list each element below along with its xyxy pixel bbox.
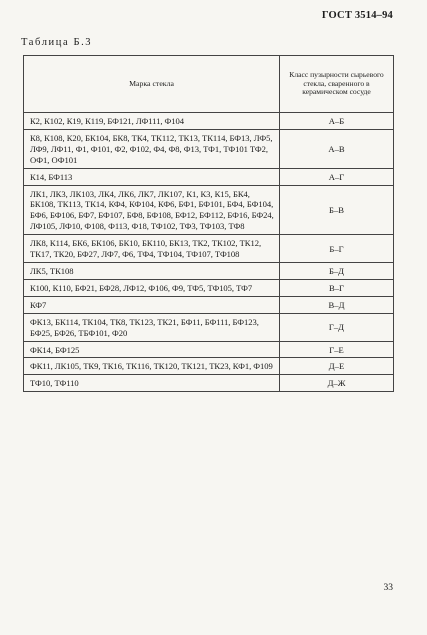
bubble-class-cell: В–Г bbox=[280, 279, 394, 296]
table-row bbox=[24, 185, 394, 235]
glass-grade-cell: ТФ10, ТФ110 bbox=[24, 375, 280, 392]
table-row bbox=[24, 296, 394, 313]
glass-grade-cell: ФК13, БК114, ТК104, ТК8, ТК123, ТК21, БФ11, БФ111, БФ123, БФ25, БФ26, ТБФ101, Ф20 bbox=[24, 313, 280, 341]
glass-grade-cell: К8, К108, К20, БК104, БК8, ТК4, ТК112, ТК13, ТК114, БФ13, ЛФ5, ЛФ9, ЛФ11, Ф1, Ф101, Ф2, Ф102, Ф4, Ф8, Ф13, ТФ1, ТФ101 ТФ2, ОФ1, ОФ101 bbox=[24, 129, 280, 168]
glass-bubble-class-table bbox=[23, 55, 394, 392]
table-row bbox=[24, 262, 394, 279]
bubble-class-cell: Д–Е bbox=[280, 358, 394, 375]
bubble-class-cell: Г–Е bbox=[280, 341, 394, 358]
bubble-class-cell: Г–Д bbox=[280, 313, 394, 341]
table-header-row bbox=[24, 56, 394, 113]
table-row bbox=[24, 113, 394, 130]
glass-grade-cell: ФК14, БФ125 bbox=[24, 341, 280, 358]
page-number: 33 bbox=[383, 583, 393, 593]
table-row bbox=[24, 375, 394, 392]
bubble-class-cell: Б–Д bbox=[280, 262, 394, 279]
bubble-class-cell: Б–Г bbox=[280, 235, 394, 263]
column-header-bubble-class: Класс пузырности сырьевого стекла, сваренного в керамическом сосуде bbox=[280, 56, 394, 113]
table-row bbox=[24, 313, 394, 341]
glass-grade-cell: К2, К102, К19, К119, БФ121, ЛФ111, Ф104 bbox=[24, 113, 280, 130]
bubble-class-cell: А–В bbox=[280, 129, 394, 168]
bubble-class-cell: Д–Ж bbox=[280, 375, 394, 392]
bubble-class-cell: А–Г bbox=[280, 168, 394, 185]
glass-grade-cell: К100, К110, БФ21, БФ28, ЛФ12, Ф106, Ф9, ТФ5, ТФ105, ТФ7 bbox=[24, 279, 280, 296]
glass-grade-cell: ЛК5, ТК108 bbox=[24, 262, 280, 279]
bubble-class-cell: А–Б bbox=[280, 113, 394, 130]
glass-grade-cell: ЛК8, К114, БК6, БК106, БК10, БК110, БК13, ТК2, ТК102, ТК12, ТК17, ТК20, БФ27, ЛФ7, Ф6, ТФ4, ТФ104, ТФ107, ТФ108 bbox=[24, 235, 280, 263]
bubble-class-cell: В–Д bbox=[280, 296, 394, 313]
glass-grade-cell: ЛК1, ЛК3, ЛК103, ЛК4, ЛК6, ЛК7, ЛК107, К1, К3, К15, БК4, БК108, ТК113, ТК14, КФ4, КФ104, КФ6, БФ1, БФ101, БФ4, БФ104, БФ6, БФ106, БФ7, БФ107, БФ8, БФ108, БФ12, БФ112, БФ16, БФ24, ЛФ105, ЛФ10, Ф108, Ф113, Ф18, ТФ102, ТФ3, ТФ103, ТФ8 bbox=[24, 185, 280, 235]
table-row bbox=[24, 341, 394, 358]
table-row bbox=[24, 279, 394, 296]
table-title: Таблица Б.3 bbox=[21, 37, 93, 48]
glass-grade-cell: КФ7 bbox=[24, 296, 280, 313]
bubble-class-cell: Б–В bbox=[280, 185, 394, 235]
table-row bbox=[24, 358, 394, 375]
table-row bbox=[24, 129, 394, 168]
glass-grade-cell: К14, БФ113 bbox=[24, 168, 280, 185]
document-standard-header: ГОСТ 3514–94 bbox=[321, 10, 393, 21]
column-header-grade: Марка стекла bbox=[24, 56, 280, 113]
glass-grade-cell: ФК11, ЛК105, ТК9, ТК16, ТК116, ТК120, ТК121, ТК23, КФ1, Ф109 bbox=[24, 358, 280, 375]
table-row bbox=[24, 235, 394, 263]
table-row bbox=[24, 168, 394, 185]
